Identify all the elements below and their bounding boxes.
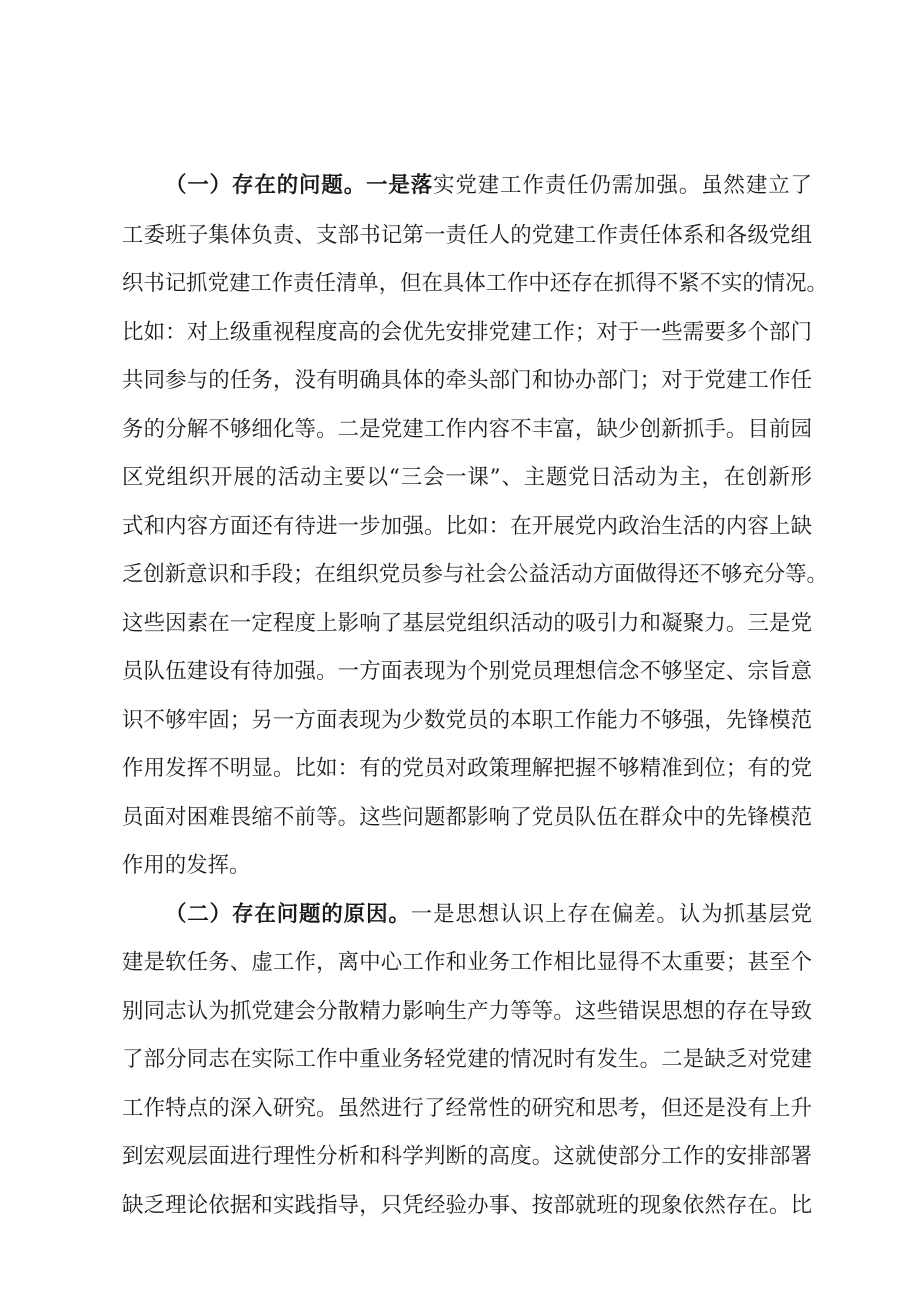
paragraph-line: 式和内容方面还有待进一步加强。比如：在开展党内政治生活的内容上缺 (122, 514, 812, 539)
section-1-heading: （一）存在的问题。 (165, 173, 367, 198)
paragraph-line: 工委班子集体负责、支部书记第一责任人的党建工作责任体系和各级党组 (122, 223, 812, 248)
paragraph-line: 乏创新意识和手段；在组织党员参与社会公益活动方面做得还不够充分等。 (122, 562, 828, 587)
paragraph-line: 工作特点的深入研究。虽然进行了经常性的研究和思考，但还是没有上升 (122, 1096, 812, 1121)
paragraph-2-line-1 (165, 900, 812, 930)
paragraph-line: 到宏观层面进行理性分析和科学判断的高度。这就使部分工作的安排部署 (122, 1144, 812, 1169)
paragraph-line: 共同参与的任务，没有明确具体的牵头部门和协办部门；对于党建工作任 (122, 368, 812, 393)
paragraph-line: 建是软任务、虚工作，离中心工作和业务工作相比显得不太重要；甚至个 (122, 950, 812, 975)
paragraph-1-line-1 (165, 171, 812, 201)
section-2-heading: （二）存在问题的原因。 (165, 902, 411, 927)
paragraph-line: 识不够牢固；另一方面表现为少数党员的本职工作能力不够强，先锋模范 (122, 708, 812, 733)
paragraph-line: 员面对困难畏缩不前等。这些问题都影响了党员队伍在群众中的先锋模范 (122, 805, 812, 830)
paragraph-line: 这些因素在一定程度上影响了基层党组织活动的吸引力和凝聚力。三是党 (122, 611, 812, 636)
paragraph-1-line-1-text: 实党建工作责任仍需加强。虽然建立了 (433, 173, 812, 198)
paragraph-line: 缺乏理论依据和实践指导，只凭经验办事、按部就班的现象依然存在。比 (122, 1193, 812, 1218)
paragraph-line: 区党组织开展的活动主要以“三会一课”、主题党日活动为主，在创新形 (122, 465, 812, 490)
paragraph-line: 务的分解不够细化等。二是党建工作内容不丰富，缺少创新抓手。目前园 (122, 417, 812, 442)
paragraph-line: 作用发挥不明显。比如：有的党员对政策理解把握不够精准到位；有的党 (122, 756, 812, 781)
paragraph-line: 作用的发挥。 (122, 853, 251, 878)
paragraph-2-line-1-text: 一是思想认识上存在偏差。认为抓基层党 (410, 902, 812, 927)
paragraph-line: 了部分同志在实际工作中重业务轻党建的情况时有发生。二是缺乏对党建 (122, 1047, 812, 1072)
paragraph-line: 比如：对上级重视程度高的会优先安排党建工作；对于一些需要多个部门 (122, 320, 812, 345)
paragraph-line: 织书记抓党建工作责任清单，但在具体工作中还存在抓得不紧不实的情况。 (122, 271, 828, 296)
paragraph-line: 别同志认为抓党建会分散精力影响生产力等等。这些错误思想的存在导致 (122, 999, 812, 1024)
point-1-label: 一是落 (366, 173, 434, 198)
paragraph-line: 员队伍建设有待加强。一方面表现为个别党员理想信念不够坚定、宗旨意 (122, 659, 812, 684)
